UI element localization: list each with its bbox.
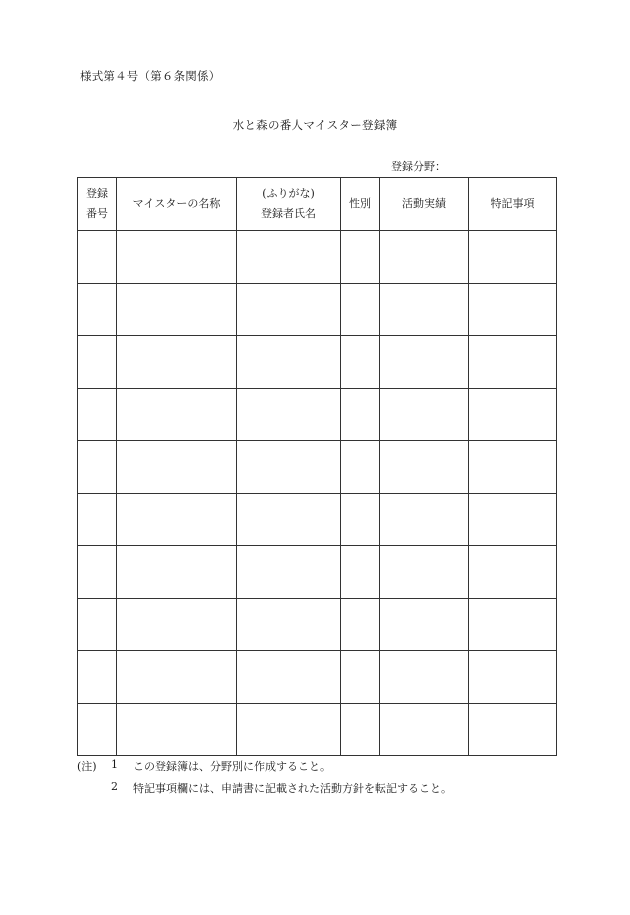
registrant-name-cell <box>237 441 341 494</box>
gender-cell <box>341 441 380 494</box>
special-notes-cell <box>469 598 557 651</box>
registration-number-cell <box>78 388 117 441</box>
registration-number-cell <box>78 336 117 389</box>
header-activity-record-line1: 活動実績 <box>402 197 446 210</box>
table-row <box>78 388 557 441</box>
activity-record-cell <box>380 441 469 494</box>
table-row <box>78 336 557 389</box>
header-registration-number <box>78 178 117 231</box>
special-notes-cell <box>469 546 557 599</box>
header-gender-line1: 性別 <box>349 197 371 210</box>
meister-name-cell <box>117 388 237 441</box>
special-notes-cell <box>469 651 557 704</box>
document-title: 水と森の番人マイスター登録簿 <box>232 118 398 132</box>
activity-record-cell <box>380 598 469 651</box>
meister-name-cell <box>117 598 237 651</box>
table-row <box>78 703 557 756</box>
note-item-2 <box>77 780 452 802</box>
registration-number-cell <box>78 441 117 494</box>
meister-name-cell <box>117 231 237 284</box>
activity-record-cell <box>380 283 469 336</box>
registrant-name-cell <box>237 336 341 389</box>
header-meister-name <box>117 178 237 231</box>
note-text: この登録簿は、分野別に作成すること。 <box>133 760 331 773</box>
registry-table <box>77 177 557 756</box>
header-registrant-name-line2: 登録者氏名 <box>261 207 316 220</box>
special-notes-cell <box>469 283 557 336</box>
registration-number-cell <box>78 493 117 546</box>
meister-name-cell <box>117 441 237 494</box>
header-meister-name-line1: マイスターの名称 <box>132 197 221 210</box>
header-gender <box>341 178 380 231</box>
special-notes-cell <box>469 703 557 756</box>
table-row <box>78 441 557 494</box>
gender-cell <box>341 336 380 389</box>
registration-number-cell <box>78 283 117 336</box>
registrant-name-cell <box>237 231 341 284</box>
gender-cell <box>341 651 380 704</box>
table-row <box>78 231 557 284</box>
registration-number-cell <box>78 598 117 651</box>
activity-record-cell <box>380 231 469 284</box>
special-notes-cell <box>469 441 557 494</box>
header-special-notes <box>469 178 557 231</box>
meister-name-cell <box>117 703 237 756</box>
note-prefix: (注) <box>77 760 97 773</box>
table-row <box>78 546 557 599</box>
table-row <box>78 598 557 651</box>
note-number: 1 <box>111 758 118 771</box>
header-registration-number-line1: 登録 <box>86 187 108 200</box>
special-notes-cell <box>469 231 557 284</box>
gender-cell <box>341 598 380 651</box>
header-registration-number-line2: 番号 <box>86 207 108 220</box>
registrant-name-cell <box>237 388 341 441</box>
gender-cell <box>341 546 380 599</box>
note-item-1 <box>77 758 452 780</box>
meister-name-cell <box>117 546 237 599</box>
registrant-name-cell <box>237 598 341 651</box>
activity-record-cell <box>380 493 469 546</box>
special-notes-cell <box>469 336 557 389</box>
gender-cell <box>341 231 380 284</box>
registrant-name-cell <box>237 651 341 704</box>
gender-cell <box>341 703 380 756</box>
registrant-name-cell <box>237 283 341 336</box>
special-notes-cell <box>469 493 557 546</box>
meister-name-cell <box>117 493 237 546</box>
table-row <box>78 283 557 336</box>
registrant-name-cell <box>237 493 341 546</box>
form-number: 様式第４号（第６条関係） <box>80 69 221 83</box>
note-number: 2 <box>111 780 118 793</box>
special-notes-cell <box>469 388 557 441</box>
table-row <box>78 651 557 704</box>
header-special-notes-line1: 特記事項 <box>490 197 535 210</box>
notes-section <box>77 758 452 802</box>
header-registrant-name <box>237 178 341 231</box>
registration-field-label: 登録分野： <box>391 160 446 173</box>
registrant-name-cell <box>237 546 341 599</box>
table-row <box>78 493 557 546</box>
header-registrant-name-line1: (ふりがな) <box>262 187 315 200</box>
header-row <box>78 178 557 231</box>
activity-record-cell <box>380 388 469 441</box>
activity-record-cell <box>380 651 469 704</box>
header-activity-record <box>380 178 469 231</box>
activity-record-cell <box>380 703 469 756</box>
meister-name-cell <box>117 651 237 704</box>
registration-number-cell <box>78 546 117 599</box>
gender-cell <box>341 493 380 546</box>
meister-name-cell <box>117 283 237 336</box>
gender-cell <box>341 283 380 336</box>
table-body <box>78 231 557 756</box>
activity-record-cell <box>380 336 469 389</box>
meister-name-cell <box>117 336 237 389</box>
gender-cell <box>341 388 380 441</box>
registration-number-cell <box>78 703 117 756</box>
activity-record-cell <box>380 546 469 599</box>
note-text: 特記事項欄には、申請書に記載された活動方針を転記すること。 <box>133 782 452 795</box>
registration-number-cell <box>78 231 117 284</box>
registration-number-cell <box>78 651 117 704</box>
registrant-name-cell <box>237 703 341 756</box>
